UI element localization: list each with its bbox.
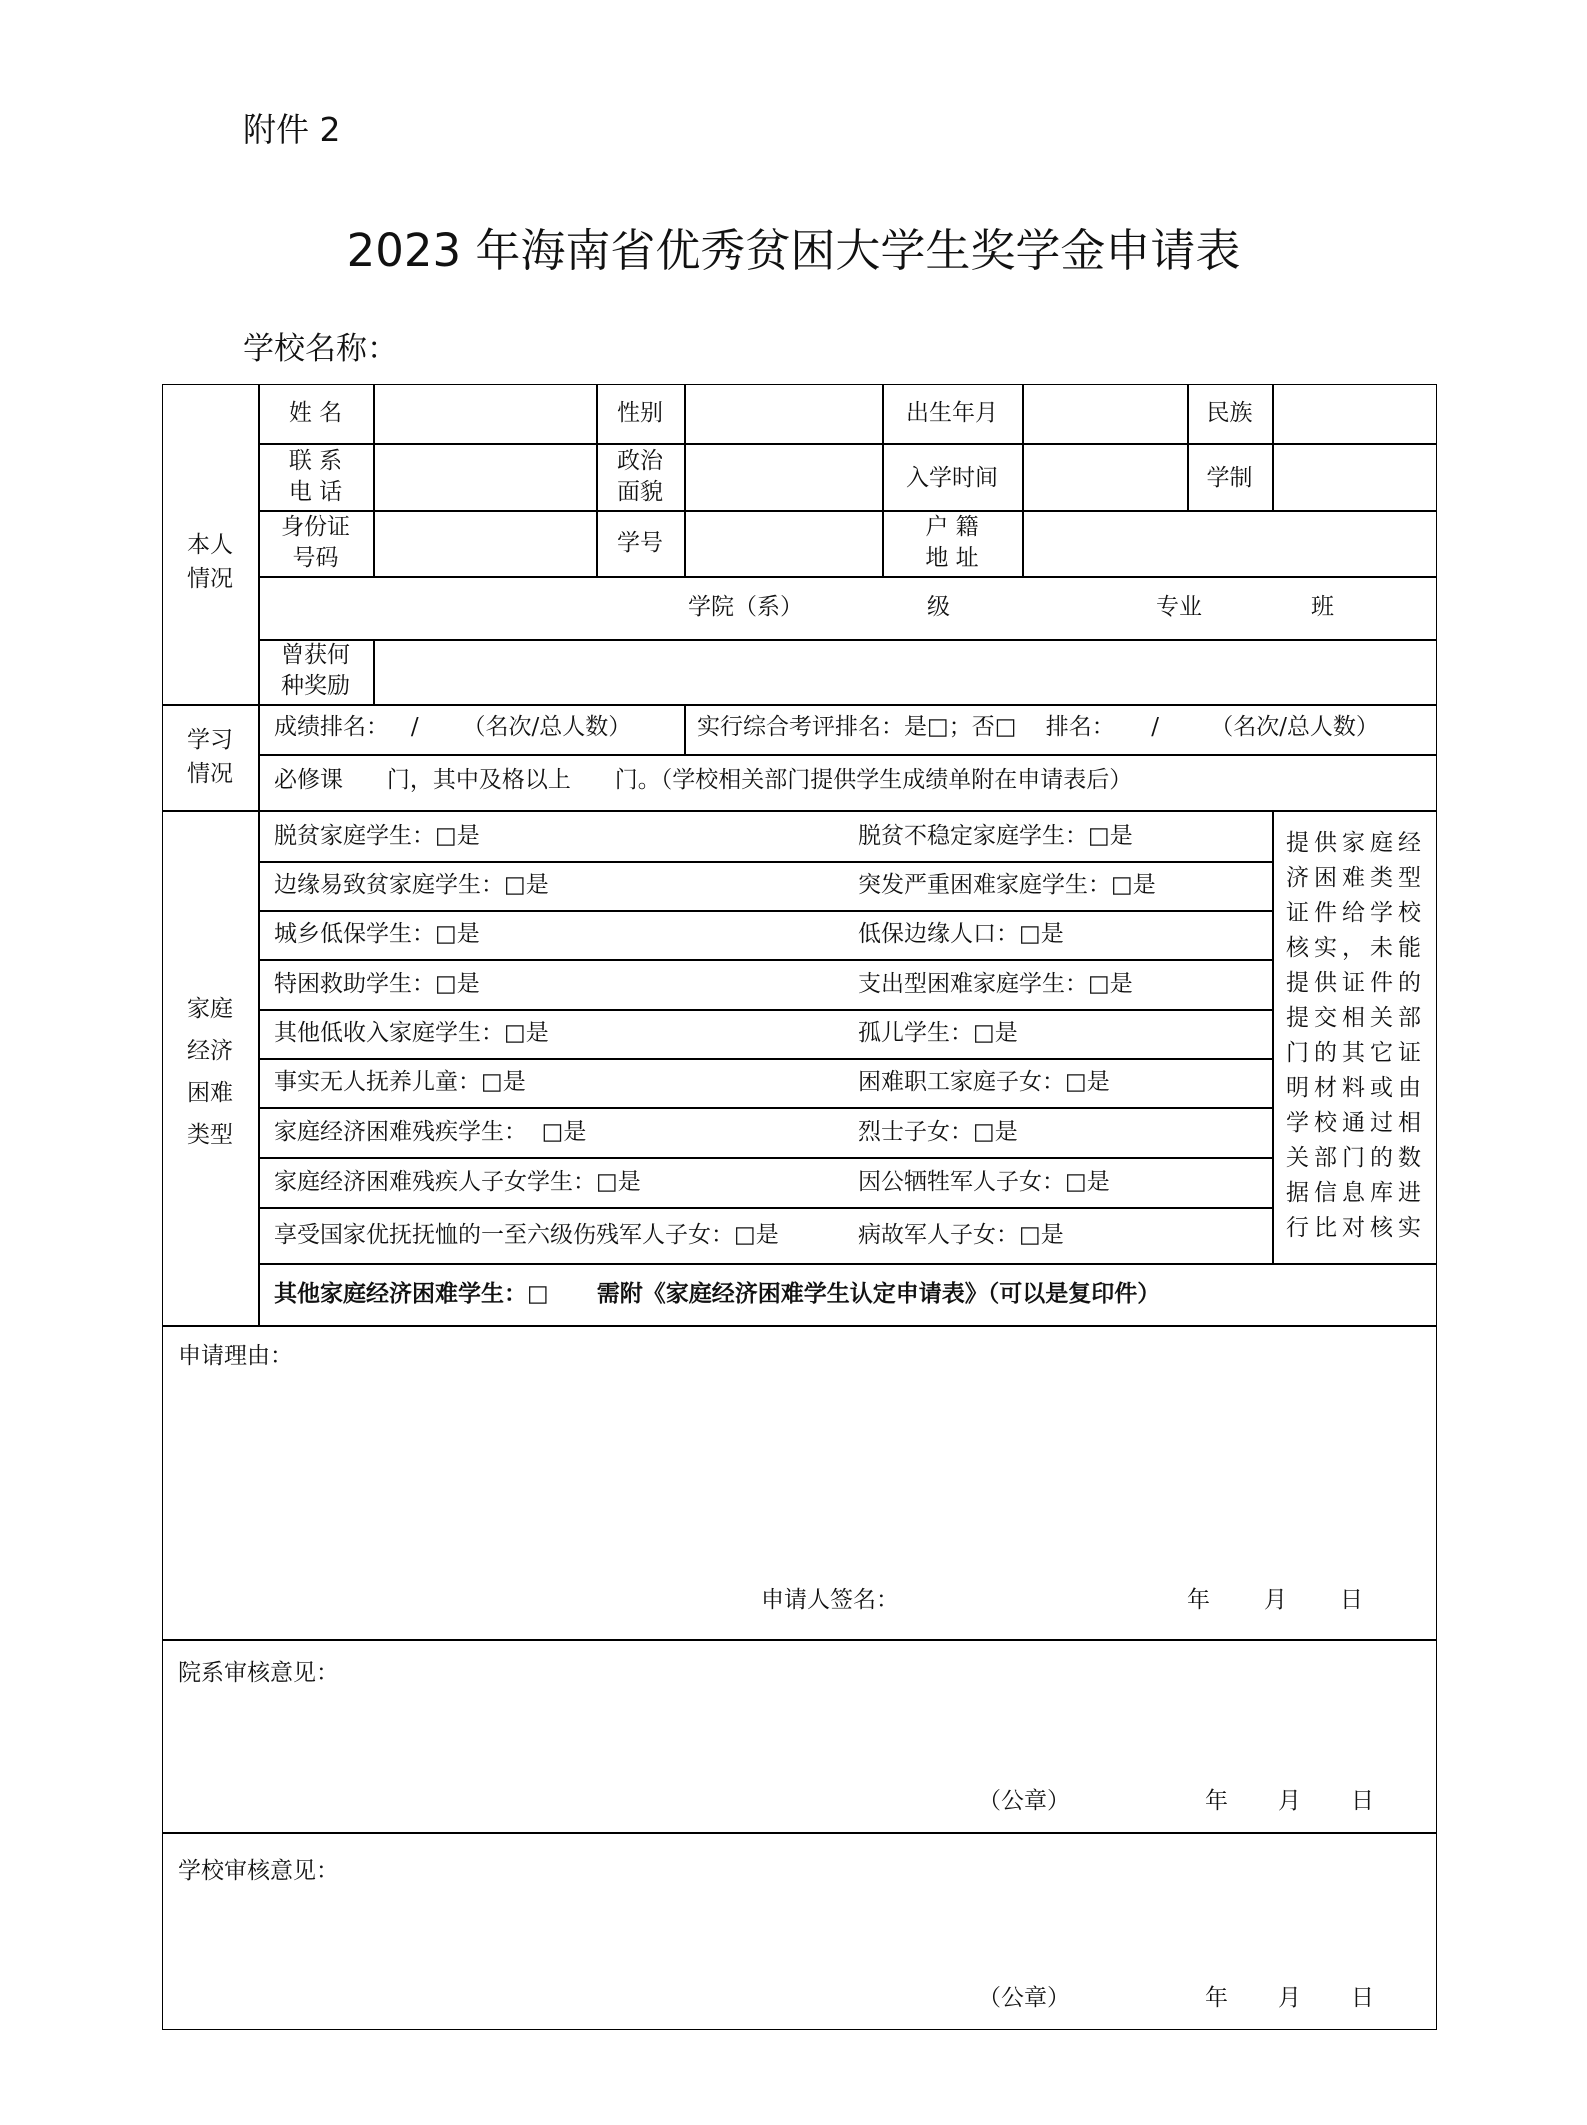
family-type-left: 脱贫家庭学生：□是 [274, 823, 480, 849]
form-title: 2023 年海南省优秀贫困大学生奖学金申请表 [346, 224, 1241, 277]
date-day: 日 [1351, 1985, 1374, 2011]
family-type-right: 低保边缘人口：□是 [858, 921, 1064, 947]
family-type-left: 其他低收入家庭学生：□是 [274, 1020, 549, 1046]
political-label: 政治 面貌 [617, 448, 663, 505]
column-line [684, 384, 686, 576]
comprehensive-rank-field: 实行综合考评排名：是□；否□ 排名： / （名次/总人数） [697, 714, 1379, 740]
attachment-label: 附件 2 [243, 110, 341, 149]
section-line [162, 1639, 1437, 1641]
family-type-left: 家庭经济困难残疾学生： □是 [274, 1119, 587, 1145]
college-label: 学院（系） [688, 594, 803, 620]
column-line [373, 384, 375, 576]
student-no-label: 学号 [617, 530, 663, 556]
reason-label: 申请理由： [178, 1343, 293, 1369]
family-type-note: 提供家庭经济困难类型证件给学校核实，未能提供证件的提交相关部门的其它证明材料或由学校通过相关部门的数据信息库进行比对核实 [1286, 830, 1422, 1241]
section-line [162, 704, 1437, 706]
awards-label: 曾获何 种奖励 [281, 642, 350, 699]
other-difficulty-field: 其他家庭经济困难学生：□ 需附《家庭经济困难学生认定申请表》（可以是复印件） [274, 1280, 1161, 1307]
family-type-left: 城乡低保学生：□是 [274, 921, 480, 947]
family-type-left: 特困救助学生：□是 [274, 971, 480, 997]
family-type-left: 事实无人抚养儿童：□是 [274, 1069, 526, 1095]
row-line [258, 443, 1437, 445]
family-type-right: 困难职工家庭子女：□是 [858, 1069, 1110, 1095]
dept-seal-label: （公章） [978, 1788, 1070, 1814]
section-personal: 本人 情况 [187, 532, 233, 592]
column-line [1022, 384, 1024, 576]
row-line [258, 576, 1437, 578]
signature-label: 申请人签名： [761, 1587, 899, 1613]
required-courses-field: 必修课 门，其中及格以上 门。（学校相关部门提供学生成绩单附在申请表后） [274, 767, 1133, 793]
column-line [684, 704, 686, 754]
enroll-label: 入学时间 [906, 465, 998, 491]
date-day: 日 [1340, 1587, 1363, 1613]
section-line [162, 1325, 1437, 1327]
family-type-right: 支出型困难家庭学生：□是 [858, 971, 1133, 997]
family-type-left: 享受国家优抚抚恤的一至六级伤残军人子女：□是 [274, 1222, 779, 1248]
row-line [258, 1263, 1437, 1265]
column-line [1272, 384, 1274, 510]
date-year: 年 [1187, 1587, 1210, 1613]
row-line [258, 510, 1437, 512]
column-line [373, 639, 375, 704]
row-line [258, 910, 1272, 912]
row-line [258, 754, 1437, 756]
dept-review-label: 院系审核意见： [178, 1660, 339, 1686]
section-line [162, 810, 1437, 812]
section-family: 家庭 经济 困难 类型 [187, 996, 233, 1148]
row-line [258, 1058, 1272, 1060]
grade-label: 级 [927, 594, 950, 620]
name-label: 姓 名 [288, 400, 343, 426]
row-line [258, 1107, 1272, 1109]
date-day: 日 [1351, 1788, 1374, 1814]
date-year: 年 [1205, 1788, 1228, 1814]
family-type-right: 孤儿学生：□是 [858, 1020, 1018, 1046]
birth-label: 出生年月 [906, 400, 998, 426]
date-month: 月 [1278, 1985, 1301, 2011]
family-type-left: 边缘易致贫家庭学生：□是 [274, 872, 549, 898]
row-line [258, 1009, 1272, 1011]
school-review-label: 学校审核意见： [178, 1858, 339, 1884]
household-label: 户 籍 地 址 [925, 514, 979, 571]
school-name-label: 学校名称： [243, 331, 398, 367]
rank-field: 成绩排名： / （名次/总人数） [274, 714, 632, 740]
section-study: 学习 情况 [187, 727, 233, 787]
date-month: 月 [1264, 1587, 1287, 1613]
phone-label: 联 系 电 话 [288, 448, 343, 505]
family-type-right: 突发严重困难家庭学生：□是 [858, 872, 1156, 898]
family-type-right: 病故军人子女：□是 [858, 1222, 1064, 1248]
row-line [258, 959, 1272, 961]
id-card-label: 身份证 号码 [281, 514, 350, 571]
family-type-right: 因公牺牲军人子女：□是 [858, 1169, 1110, 1195]
section-line [162, 1832, 1437, 1834]
class-label: 班 [1311, 594, 1334, 620]
ethnicity-label: 民族 [1206, 400, 1253, 426]
row-line [258, 1157, 1272, 1159]
duration-label: 学制 [1206, 465, 1253, 491]
school-seal-label: （公章） [978, 1985, 1070, 2011]
row-line [258, 1207, 1272, 1209]
family-type-right: 烈士子女：□是 [858, 1119, 1018, 1145]
date-year: 年 [1205, 1985, 1228, 2011]
row-line [258, 861, 1272, 863]
column-line [1272, 810, 1274, 1263]
family-type-left: 家庭经济困难残疾人子女学生：□是 [274, 1169, 641, 1195]
family-type-right: 脱贫不稳定家庭学生：□是 [858, 823, 1133, 849]
major-label: 专业 [1156, 594, 1202, 620]
gender-label: 性别 [617, 400, 663, 426]
row-line [258, 639, 1437, 641]
date-month: 月 [1278, 1788, 1301, 1814]
